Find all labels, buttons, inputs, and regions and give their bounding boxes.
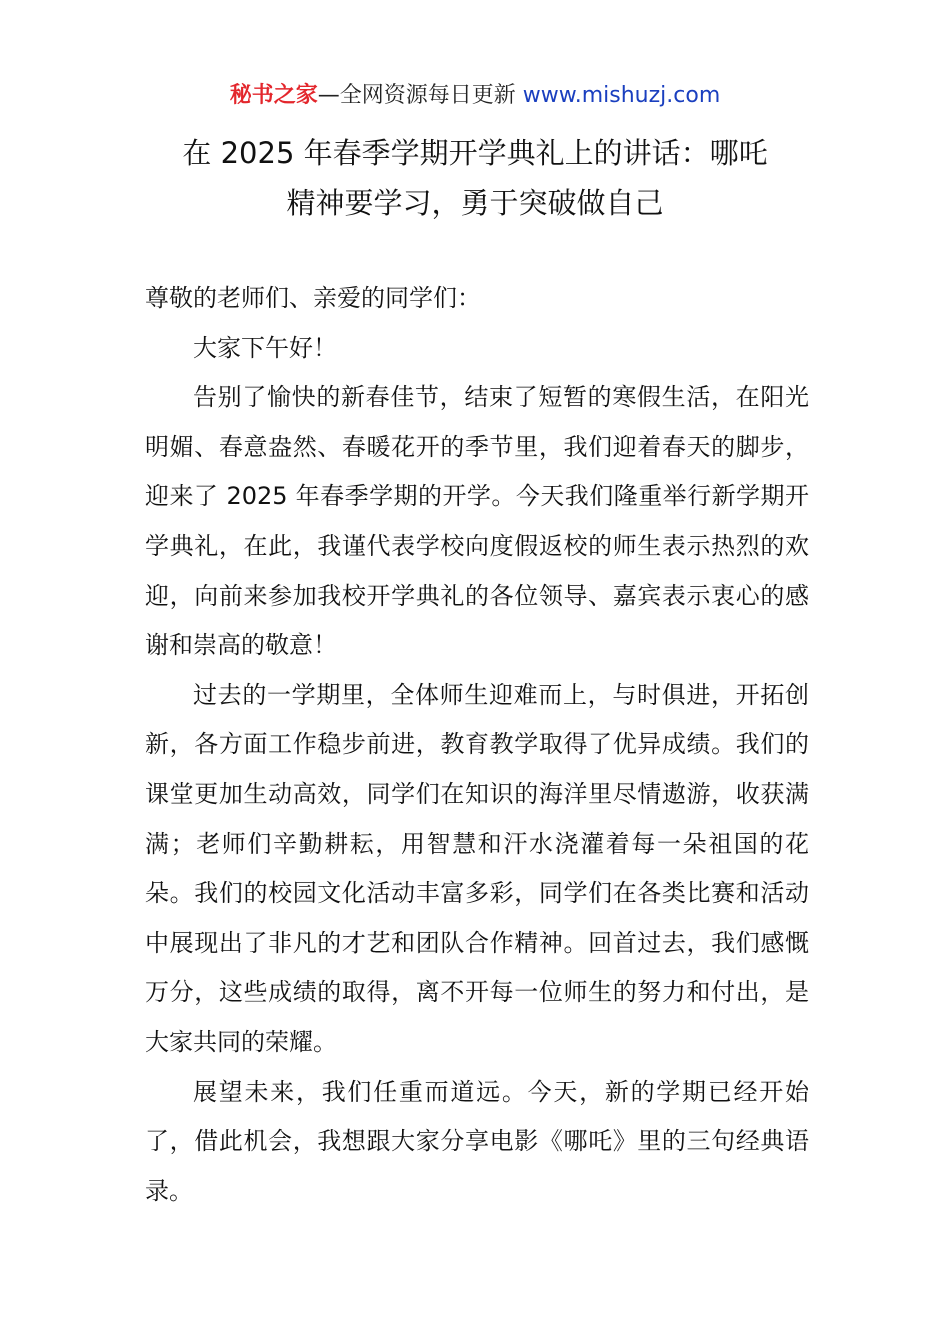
paragraph-outlook: 展望未来，我们任重而道远。今天，新的学期已经开始了，借此机会，我想跟大家分享电影《哪吒》里的三句经典语录。 [145,1077,809,1205]
title-line-2: 精神要学习，勇于突破做自己 [286,186,664,220]
paragraph-opening: 告别了愉快的新春佳节，结束了短暂的寒假生活，在阳光明媚、春意盎然、春暖花开的季节里，我们迎着春天的脚步，迎来了 2025 年春季学期的开学。今天我们隆重举行新学期开学典礼，在此，我谨代表学校向度假返校的师生表示热烈的欢迎，向前来参加我校开学典礼的各位领导、嘉宾表示衷心的感谢和崇高的敬意！ [145,383,809,660]
brand-name: 秘书之家 [229,83,318,108]
salutation: 尊敬的老师们、亲爱的同学们： [145,284,481,312]
site-header [0,80,950,112]
header-tagline: —全网资源每日更新 [317,83,523,108]
paragraph-greeting: 大家下午好！ [193,333,337,362]
title-line-1: 在 2025 年春季学期开学典礼上的讲话：哪吒 [182,136,768,170]
site-url-link[interactable]: www.mishuzj.com [522,83,721,108]
document-title [140,128,810,228]
paragraph-review: 过去的一学期里，全体师生迎难而上，与时俱进，开拓创新，各方面工作稳步前进，教育教学取得了优异成绩。我们的课堂更加生动高效，同学们在知识的海洋里尽情遨游，收获满满；老师们辛勤耕耘，用智慧和汗水浇灌着每一朵祖国的花朵。我们的校园文化活动丰富多彩，同学们在各类比赛和活动中展现出了非凡的才艺和团队合作精神。回首过去，我们感慨万分，这些成绩的取得，离不开每一位师生的努力和付出，是大家共同的荣耀。 [145,680,809,1056]
document-body [145,274,809,1216]
